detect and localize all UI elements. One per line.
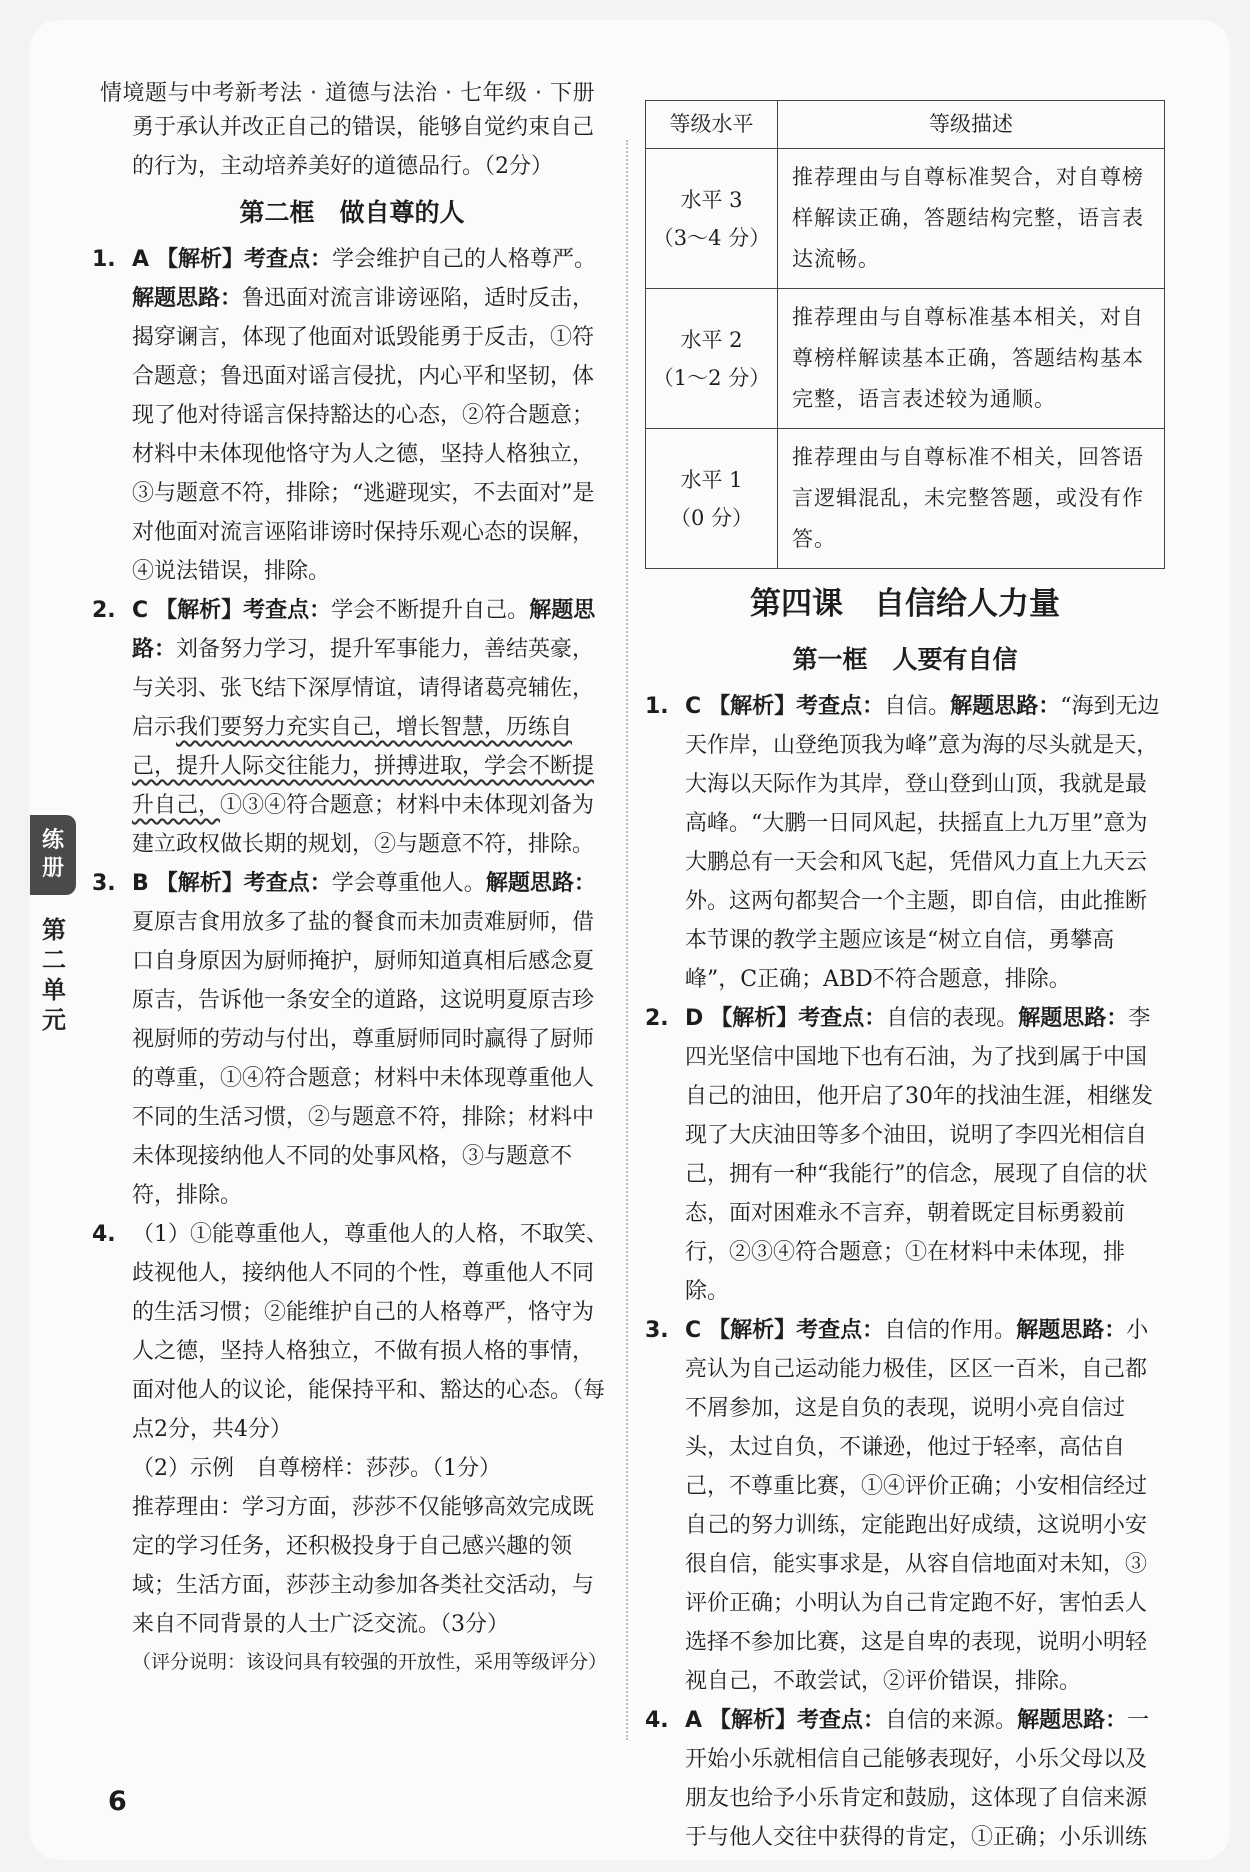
right-column [645, 100, 1165, 1857]
exam-point: 自信的来源。 [885, 1708, 1018, 1733]
level-range: （0 分） [669, 505, 754, 530]
level-description: 推荐理由与自尊标准契合，对自尊榜样解读正确，答题结构完整，语言表达流畅。 [778, 149, 1165, 289]
exam-point: 学会维护自己的人格尊严。 [332, 247, 597, 272]
intro-line-1: 勇于承认并改正自己的错误，能够自觉约束自己 [132, 115, 595, 140]
scoring-note: （评分说明：该设问具有较强的开放性，采用等级评分） [132, 1651, 608, 1673]
thinking-label: 解题思路： [1016, 1318, 1127, 1343]
grading-row-level-1 [646, 429, 1165, 569]
item-number: 1. [645, 694, 669, 719]
section-title-confidence: 第一框 人要有自信 [792, 645, 1018, 674]
grading-row-level-3 [646, 149, 1165, 289]
unit-label-char-2: 二 [42, 946, 66, 974]
analysis-body: 李四光坚信中国地下也有石油，为了找到属于中国自己的油田，他开启了30年的找油生涯，相继发现了大庆油田等多个油田，说明了李四光相信自己，拥有一种“我能行”的信念，展现了自信的状态，面对困难永不言弃，朝着既定目标勇毅前行，②③④符合题意；①在材料中未体现，排除。 [685, 1006, 1153, 1304]
grading-row-level-2 [646, 289, 1165, 429]
answer-item-1 [645, 687, 1165, 999]
thinking-label: 解题思路： [1018, 1006, 1129, 1031]
thinking-label: 解题思路： [485, 871, 596, 896]
level-cell [646, 289, 778, 429]
level-cell [646, 149, 778, 289]
analysis-body: 小亮认为自己运动能力极佳，区区一百米，自己都不屑参加，这是自负的表现，说明小亮自信过头，太过自负，不谦逊，他过于轻率，高估自己，不尊重比赛，①④评价正确；小安相信经过自己的努力训练，定能跑出好成绩，这说明小安很自信，能实事求是，从容自信地面对未知，③评价正确；小明认为自己肯定跑不好，害怕丢人选择不参加比赛，这是自卑的表现，说明小明轻视自己，不敢尝试，②评价错误，排除。 [685, 1318, 1149, 1694]
lesson-title: 第四课 自信给人力量 [750, 586, 1060, 622]
answer-part-1: （1）①能尊重他人，尊重他人的人格，不取笑、歧视他人，接纳他人不同的个性，尊重他人不同的生活习惯；②能维护自己的人格尊严，恪守为人之德，坚持人格独立，不做有损人格的事情，面对他人的议论，能保持平和、豁达的心态。（每点2分，共4分） [132, 1222, 608, 1442]
exam-point: 自信的表现。 [886, 1006, 1019, 1031]
analysis-tag: 【解析】考查点： [156, 247, 333, 272]
level-name: 水平 1 [680, 467, 743, 492]
workbook-tab-char-1: 练 [41, 828, 64, 853]
answer-item-1 [92, 240, 612, 591]
exam-point: 自信的作用。 [884, 1318, 1017, 1343]
thinking-label: 解题思路： [132, 286, 243, 311]
answer-item-2 [92, 591, 612, 864]
analysis-tag: 【解析】考查点： [709, 1708, 886, 1733]
item-number: 3. [645, 1318, 669, 1343]
unit-label-char-4: 元 [42, 1006, 66, 1034]
analysis-body: “海到无边天作岸，山登绝顶我为峰”意为海的尽头就是天，大海以天际作为其岸，登山登到山顶，我就是最高峰。“大鹏一日同风起，扶摇直上九万里”意为大鹏总有一天会和风飞起，凭借风力直上九天云外。这两句都契合一个主题，即自信，由此推断本节课的教学主题应该是“树立自信，勇攀高峰”，C正确；ABD不符合题意，排除。 [685, 694, 1160, 992]
page-header: 情境题与中考新考法 · 道德与法治 · 七年级 · 下册 [100, 81, 595, 106]
left-column [92, 108, 612, 1680]
analysis-body: 鲁迅面对流言诽谤诬陷，适时反击，揭穿谰言，体现了他面对诋毁能勇于反击，①符合题意；鲁迅面对谣言侵扰，内心平和坚韧，体现了他对待谣言保持豁达的心态，②符合题意；材料中未体现他恪守为人之德，坚持人格独立，③与题意不符，排除；“逃避现实，不去面对”是对他面对流言诬陷诽谤时保持乐观心态的误解，④说法错误，排除。 [132, 286, 595, 584]
unit-label [36, 915, 72, 1035]
exam-point: 学会尊重他人。 [331, 871, 486, 896]
section-title-self-respect: 第二框 做自尊的人 [239, 198, 465, 227]
thinking-label: 解题思路： [132, 598, 596, 662]
header-level: 等级水平 [646, 101, 778, 149]
answer-choice: A [132, 247, 150, 272]
column-divider [626, 140, 628, 1740]
level-description: 推荐理由与自尊标准不相关，回答语言逻辑混乱，未完整答题，或没有作答。 [778, 429, 1165, 569]
item-number: 2. [92, 598, 116, 623]
answer-part-2-reason: 推荐理由：学习方面，莎莎不仅能够高效完成既定的学习任务，还积极投身于自己感兴趣的领域；生活方面，莎莎主动参加各类社交活动，与来自不同背景的人士广泛交流。（3分） [132, 1495, 595, 1637]
intro-line-2: 的行为，主动培养美好的道德品行。（2分） [132, 154, 553, 179]
unit-label-char-1: 第 [42, 916, 66, 944]
level-description: 推荐理由与自尊标准基本相关，对自尊榜样解读基本正确，答题结构基本完整，语言表述较为通顺。 [778, 289, 1165, 429]
exam-point: 学会不断提升自己。 [331, 598, 530, 623]
level-cell [646, 429, 778, 569]
level-name: 水平 3 [680, 187, 743, 212]
answer-item-4 [92, 1215, 612, 1680]
answer-choice: B [132, 871, 149, 896]
analysis-tag: 【解析】考查点： [155, 598, 332, 623]
item-number: 1. [92, 247, 116, 272]
workbook-tab-char-2: 册 [41, 856, 64, 881]
unit-label-char-3: 单 [42, 976, 66, 1004]
answer-choice: D [685, 1006, 704, 1031]
thinking-label: 解题思路： [950, 694, 1061, 719]
answer-item-4 [645, 1701, 1165, 1857]
analysis-body-end: ①③④符合题意；材料中未体现刘备为建立政权做长期的规划，②与题意不符，排除。 [132, 793, 595, 857]
answer-choice: A [685, 1708, 703, 1733]
analysis-tag: 【解析】考查点： [155, 871, 332, 896]
answer-item-2 [645, 999, 1165, 1311]
answer-choice: C [132, 598, 149, 623]
exam-point: 自信。 [884, 694, 951, 719]
item-number: 4. [92, 1222, 116, 1247]
answer-choice: C [685, 1318, 702, 1343]
item-number: 2. [645, 1006, 669, 1031]
level-range: （3～4 分） [652, 225, 771, 250]
workbook-tab [30, 815, 76, 895]
thinking-label: 解题思路： [1017, 1708, 1128, 1733]
page-number: 6 [108, 1786, 127, 1817]
item-number: 4. [645, 1708, 669, 1733]
answer-choice: C [685, 694, 702, 719]
analysis-body: 刘备努力学习，提升军事能力，善结英豪，与关羽、张飞结下深厚情谊，请得诸葛亮辅佐，启示 [132, 637, 595, 740]
answer-item-3 [645, 1311, 1165, 1701]
analysis-body: 夏原吉食用放多了盐的餐食而未加责难厨师，借口自身原因为厨师掩护，厨师知道真相后感念夏原吉，告诉他一条安全的道路，这说明夏原吉珍视厨师的劳动与付出，尊重厨师同时赢得了厨师的尊重，①④符合题意；材料中未体现尊重他人不同的生活习惯，②与题意不符，排除；材料中未体现接纳他人不同的处事风格，③与题意不符，排除。 [132, 910, 595, 1208]
analysis-tag: 【解析】考查点： [710, 1006, 887, 1031]
answer-part-2-example: （2）示例 自尊榜样：莎莎。（1分） [132, 1456, 501, 1481]
grading-table-header [646, 101, 1165, 149]
grading-table [645, 100, 1165, 569]
analysis-body: 一开始小乐就相信自己能够表现好，小乐父母以及朋友也给予小乐肯定和鼓励，这体现了自信来源于与他人交往中获得的肯定，①正确；小乐训练 [685, 1708, 1150, 1850]
header-description: 等级描述 [778, 101, 1165, 149]
item-number: 3. [92, 871, 116, 896]
answer-item-3 [92, 864, 612, 1215]
analysis-tag: 【解析】考查点： [708, 1318, 885, 1343]
level-range: （1～2 分） [652, 365, 771, 390]
analysis-tag: 【解析】考查点： [708, 694, 885, 719]
analysis-body-underlined: 我们要努力充实自己，增长智慧，历练自己，提升人际交往能力，拼搏进取，学会不断提升自己， [132, 715, 595, 818]
level-name: 水平 2 [680, 327, 743, 352]
